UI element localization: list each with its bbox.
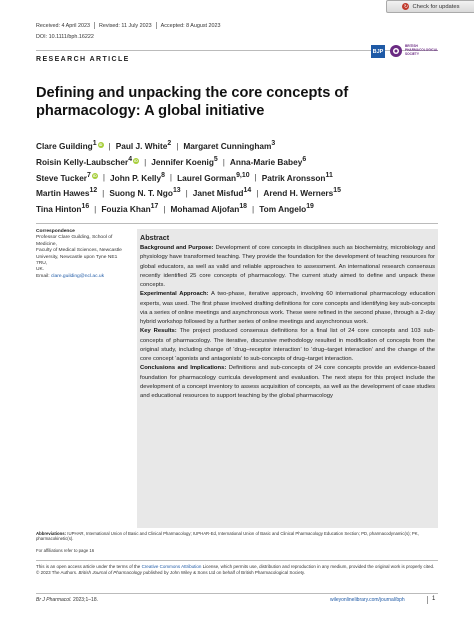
- journal-name: British Journal of Pharmacology: [78, 570, 143, 576]
- abstract-section-text: Development of core concepts in disciplines such as biochemistry, microbiology and physiology have transformed teaching. They provide the foundation for the development of teaching resources for global educators, as well as valid and reliable approaches to assessment. An international research consensus recently identified 25 core concepts of pharmacology. The current study aimed to define and unpack these concepts.: [140, 245, 435, 288]
- author-name[interactable]: Martin Hawes: [36, 188, 90, 199]
- author-line: [36, 137, 446, 153]
- copyright-line: [36, 570, 438, 576]
- author-name[interactable]: Patrik Aronsson: [261, 172, 326, 183]
- author-name[interactable]: Paul J. White: [115, 140, 168, 151]
- correspondence-heading: Correspondence: [36, 229, 75, 234]
- author-name[interactable]: John P. Kelly: [110, 172, 162, 183]
- affiliation-number[interactable]: 16: [81, 203, 90, 211]
- abstract-section-text: Definitions and sub-concepts of 24 core concepts provide an evidence-based foundation for pharmacology curricula development and evaluation. The next steps for this project include the development of a concept inventory to assess acquisition of concepts, as well as the development of case studies and educational resources to support teaching by the global pharmacology: [140, 365, 435, 399]
- author-line: [36, 169, 446, 185]
- correspondence-block: [36, 229, 128, 280]
- article-title: Defining and unpacking the core concepts of pharmacology: A global initiative: [36, 85, 349, 119]
- orcid-icon[interactable]: iD: [98, 142, 103, 147]
- author-separator: |: [108, 140, 111, 151]
- affiliation-number[interactable]: 14: [243, 187, 252, 195]
- correspondence-line: UK.: [36, 267, 45, 273]
- author-name[interactable]: Tom Angelo: [259, 203, 307, 214]
- footer-journal: Br J Pharmacol.: [36, 597, 72, 603]
- affiliation-number[interactable]: 13: [172, 187, 181, 195]
- author-separator: |: [102, 188, 105, 199]
- divider: [36, 560, 438, 561]
- author-separator: |: [102, 172, 106, 183]
- journal-url-link[interactable]: wileyonlinelibrary.com/journal/bph: [330, 597, 405, 603]
- copyright-text: © 2023 The Authors.: [36, 570, 79, 576]
- journal-logo: BJP: [371, 45, 385, 58]
- author-separator: |: [256, 188, 259, 199]
- accepted-date: Accepted: 8 August 2023: [160, 22, 221, 29]
- author-separator: |: [176, 140, 179, 151]
- revised-date: Revised: 11 July 2023: [98, 22, 152, 29]
- license-text: This is an open access article under the terms of the: [36, 564, 142, 569]
- society-logo-icon: [389, 44, 403, 58]
- divider: [94, 22, 95, 29]
- author-separator: |: [169, 172, 173, 183]
- author-separator: |: [185, 188, 188, 199]
- author-name[interactable]: Steve Tucker: [36, 172, 88, 183]
- divider: [36, 223, 438, 224]
- abstract-box: [137, 229, 438, 528]
- orcid-icon[interactable]: iD: [93, 174, 97, 179]
- abbreviations: [36, 531, 438, 542]
- abstract-section-label: Background and Purpose:: [140, 245, 214, 251]
- divider: [156, 22, 157, 29]
- footer-rule: [36, 593, 438, 594]
- affiliation-number[interactable]: 7: [87, 171, 91, 179]
- author-name[interactable]: Fouzia Khan: [101, 203, 151, 214]
- affiliation-number[interactable]: 15: [333, 187, 341, 195]
- affiliation-number[interactable]: 4: [128, 155, 133, 163]
- footer-divider: [427, 596, 428, 604]
- email-link[interactable]: clare.guilding@ncl.ac.uk: [50, 273, 105, 279]
- affiliation-number[interactable]: 8: [161, 171, 165, 179]
- correspondence-line: University, Newcastle upon Tyne NE1 7RU,: [36, 254, 118, 267]
- license-block: [36, 564, 438, 576]
- affiliation-number[interactable]: 12: [89, 187, 98, 195]
- page-number: 1: [432, 596, 436, 602]
- abstract-heading: Abstract: [140, 233, 170, 242]
- creative-commons-link[interactable]: Creative Commons Attribution: [141, 564, 202, 569]
- author-name[interactable]: Tina Hinton: [36, 203, 82, 214]
- abstract-paragraph: [140, 364, 435, 401]
- abstract-section-label: Conclusions and Implications:: [140, 365, 227, 372]
- author-name[interactable]: Margaret Cunningham: [183, 140, 272, 151]
- author-line: [36, 153, 446, 169]
- abstract-section-text: The project produced consensus definitions for a final list of 24 core concepts and 103 sub-concepts of pharmacology. The iterative, discursive methodology resulted in modification of concepts from the original study, including change of ‘drug–receptor interaction’ to ‘drug–target interaction’ and the change of the core concept ‘agonists and antagonists’ to sub-concepts of drug–target interaction.: [140, 328, 436, 362]
- footer-citation-text: 2023;1–18.: [72, 597, 98, 603]
- author-name[interactable]: Arend H. Werners: [263, 188, 334, 199]
- affiliation-number[interactable]: 11: [325, 171, 333, 179]
- affiliation-number[interactable]: 18: [239, 203, 248, 211]
- refresh-icon: ↻: [403, 3, 409, 10]
- affiliation-number[interactable]: 17: [150, 203, 159, 211]
- abstract-paragraph: [140, 290, 435, 327]
- author-separator: |: [163, 203, 166, 214]
- author-separator: |: [144, 156, 147, 167]
- affiliation-number[interactable]: 6: [302, 155, 307, 163]
- author-separator: |: [222, 156, 225, 167]
- correspondence-line: Faculty of Medical Sciences, Newcastle: [36, 248, 122, 254]
- author-separator: |: [94, 203, 97, 214]
- email-label: Email:: [36, 273, 50, 279]
- affiliation-number[interactable]: 9,10: [236, 171, 250, 179]
- affiliation-number[interactable]: 5: [213, 155, 218, 163]
- abbreviations-label: Abbreviations:: [36, 531, 67, 536]
- author-name[interactable]: Anna-Marie Babey: [229, 156, 303, 167]
- author-name[interactable]: Jennifer Koenig: [151, 156, 214, 167]
- check-for-updates-button[interactable]: [386, 0, 474, 13]
- society-logo-text: BRITISH PHARMACOLOGICAL SOCIETY: [405, 44, 439, 56]
- section-label: RESEARCH ARTICLE: [36, 56, 130, 63]
- copyright-text: published by John Wiley & Sons Ltd on behalf of British Pharmacological Society.: [142, 570, 306, 576]
- abstract-paragraph: [140, 244, 435, 290]
- author-separator: |: [252, 203, 255, 214]
- footer-citation: [36, 597, 98, 603]
- correspondence-email-row: [36, 274, 128, 280]
- publication-dates: [36, 22, 221, 29]
- author-name[interactable]: Laurel Gorman: [177, 172, 237, 183]
- author-name[interactable]: Clare Guilding: [36, 140, 93, 151]
- correspondence-line: Professor Clare Guilding, School of Medicine,: [36, 235, 113, 247]
- abstract-paragraph: [140, 327, 435, 364]
- affiliation-number[interactable]: 2: [167, 140, 172, 147]
- affiliations-note: For affiliations refer to page 16: [36, 548, 95, 553]
- author-name[interactable]: Mohamad Aljofan: [170, 203, 240, 214]
- affiliation-number[interactable]: 3: [271, 140, 276, 147]
- author-name[interactable]: Roisin Kelly-Laubscher: [36, 156, 129, 167]
- abstract-section-text: A two-phase, iterative approach, involving 60 international pharmacology education experts, was used. The first phase involved drafting definitions for core concepts and identifying key sub-concepts via a series of online meetings and asynchronous work. These were refined in the second phase, through a 2-day hybrid workshop followed by a further series of online meetings and asynchronous work.: [140, 291, 435, 325]
- author-line: [36, 200, 446, 216]
- author-line: [36, 184, 446, 200]
- affiliation-number[interactable]: 1: [92, 140, 97, 147]
- author-list: [36, 137, 446, 216]
- abstract-section-label: Key Results:: [140, 328, 177, 335]
- abstract-section-label: Experimental Approach:: [140, 291, 209, 298]
- author-separator: |: [254, 172, 257, 183]
- affiliation-number[interactable]: 19: [306, 203, 314, 211]
- abbreviations-text: IUPHAR, International Union of Basic and Clinical Pharmacology; IUPHAR-Ed, International Union of Basic and Clinical Pharmacology Education Section; PD, pharmacodynamic(s); PK, pharmacokinetic(s).: [36, 531, 419, 542]
- license-text: License, which permits use, distribution and reproduction in any medium, provided the original work is properly cited.: [201, 564, 435, 569]
- check-updates-label: Check for updates: [412, 3, 460, 10]
- doi[interactable]: DOI: 10.1111/bph.16222: [36, 34, 94, 40]
- author-name[interactable]: Janet Misfud: [192, 188, 244, 199]
- received-date: Received: 4 April 2023: [36, 22, 90, 29]
- author-name[interactable]: Suong N. T. Ngo: [109, 188, 173, 199]
- orcid-icon[interactable]: iD: [134, 158, 138, 163]
